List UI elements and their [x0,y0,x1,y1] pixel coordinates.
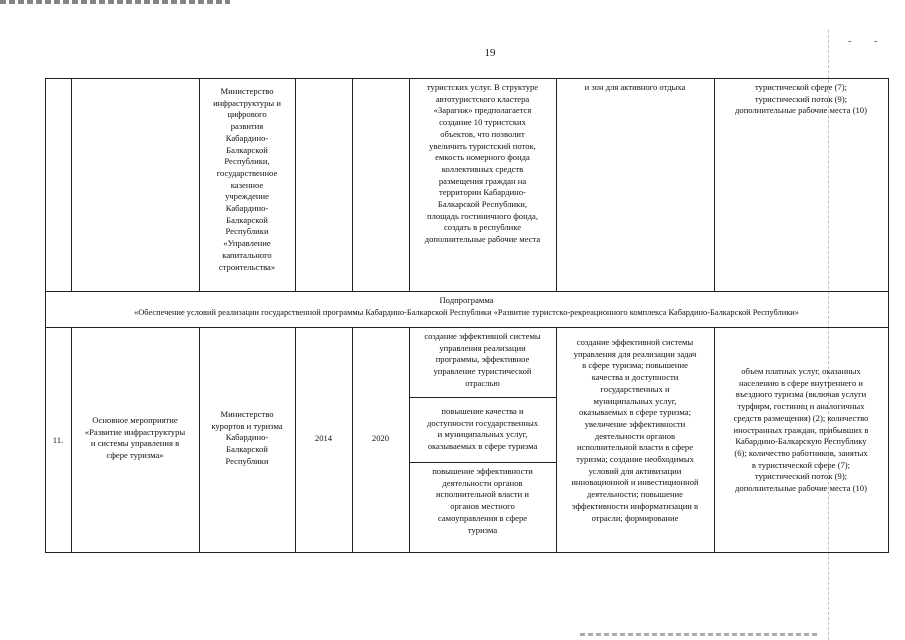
text-line: муниципальных услуг, [593,395,677,406]
text-line: развития [230,121,264,132]
page-number: 19 [484,47,496,59]
text-line: Кабардино- [225,432,269,443]
text-line: объектов, что позволит [440,128,525,139]
task-2 [409,406,556,453]
text-line: и системы управления в [90,438,180,449]
scan-artifact-bottom [580,633,820,636]
task-1 [409,331,556,390]
text-line: органов местного [450,501,515,512]
top-row-executor [199,86,295,273]
text-line: «Развитие инфраструктуры [84,426,186,437]
text-line: дополнительные рабочие места [424,234,541,245]
text-line: деятельности органов [442,477,523,488]
text-line: Балкарской [226,144,268,155]
text-line: и зон для активного отдыха [584,82,686,92]
text-line: государственных и [600,383,670,394]
text-line: Кабардино- [225,203,269,214]
text-line: исполнительной власти и [435,489,530,500]
text-line: программы, эффективное [435,354,530,365]
text-line: емкость номерного фонда [435,152,530,163]
activity-name [71,415,199,462]
text-line: оказываемых в сфере туризма; [578,407,691,418]
text-line: туристских услуг. В структуре [426,82,539,92]
text-line: Балкарской [226,214,268,225]
text-line: управления реализации [439,342,526,353]
text-line: учреждение [225,191,269,202]
text-line: деятельности органов [594,430,676,441]
text-line: создание 10 туристских [439,117,526,128]
text-line: отрасли; формирование [591,512,679,523]
text-line: иностранных граждан, прибывших в [733,424,869,435]
text-line: условий для активизации [588,465,682,476]
main-indicators [714,366,888,495]
text-line: управление туристической [433,366,532,377]
text-line: создать в республике [443,222,522,233]
text-line: Кабардино- [225,132,269,143]
text-line: «Зарагиж» предполагается [433,105,532,116]
text-line: туризма [467,524,498,535]
text-line: средств размещения) (2); количество [733,412,869,423]
scan-artifact-top [0,0,230,4]
top-row-description [409,82,556,246]
text-line: и муниципальных услуг, [437,429,528,440]
text-line: туристический поток (9); [754,93,848,104]
text-line: дополнительные рабочие места (10) [735,483,867,494]
text-line: управления для реализации задач [573,348,697,359]
text-line: дополнительные рабочие места (10) [735,105,867,116]
text-line: Основное мероприятие [92,415,178,425]
text-line: создание эффективной системы [576,337,694,347]
text-line: «Управление [223,238,271,249]
text-line: Республики [225,226,269,237]
text-line: объем платных услуг, оказанных [741,366,861,376]
text-line: качества и доступности [591,372,679,383]
text-line: самоуправления в сфере [437,512,528,523]
text-line: площадь гостиничного фонда, [426,210,539,221]
text-line: Министерство [220,86,274,96]
text-line: отраслью [465,377,500,388]
text-line: деятельности; повышение [587,489,683,500]
text-line: капитального [222,249,272,260]
text-line: Балкарской Республики, [437,199,528,210]
scan-marks: - - [848,36,888,47]
subprogram-text: «Обеспечение условий реализации государственной программы Кабардино-Балкарской Республики «Развитие туристско-рекреационного комплекса Кабардино-Балкарской Республики» [134,308,799,317]
text-line: увеличение эффективности [584,418,686,429]
text-line: турфирм, гостиниц и аналогичных [737,401,865,412]
text-line: инфраструктуры и [213,97,281,108]
text-line: повышение эффективности [432,466,533,476]
text-line: в туристической сфере (7); [751,459,851,470]
text-line: автотуристского кластера [435,93,530,104]
text-line: Кабардино-Балкарскую Республику [735,436,867,447]
program-table [45,78,888,553]
start-year: 2014 [314,433,333,443]
text-line: эффективности информатизации в [571,500,699,511]
text-line: туризма; создание необходимых [576,454,694,465]
text-line: казенное [230,179,264,190]
text-line: инновационной и инвестиционной [571,477,699,488]
text-line: в сфере туризма; повышение [582,360,688,371]
text-line: исполнительной власти в сфере [576,442,694,453]
text-line: курортов и туризма [211,420,283,431]
text-line: (6); количество работников, занятых [734,447,868,458]
row-number: 11. [52,435,64,445]
text-line: доступности государственных [426,417,539,428]
text-line: размещения граждан на [438,175,527,186]
text-line: Республики, [224,156,270,167]
subprogram-title: Подпрограмма [439,295,494,305]
task-3 [409,466,556,536]
text-line: увеличить туристский поток, [429,140,536,151]
main-result [556,337,714,524]
text-line: территории Кабардино- [439,187,526,198]
text-line: создание эффективной системы [424,331,541,341]
text-line: въездного туризма (включая услуги [735,389,867,400]
text-line: туристической сфере (7); [755,82,847,92]
text-line: населению в сфере внутреннего и [738,377,864,388]
text-line: Республики [225,455,269,466]
text-line: туристический поток (9); [754,471,848,482]
text-line: Балкарской [226,444,268,455]
text-line: оказываемых в сфере туризма [427,441,538,452]
text-line: повышение качества и [441,406,524,416]
text-line: государственное [216,167,278,178]
end-year: 2020 [371,433,390,443]
text-line: коллективных средств [441,163,524,174]
text-line: цифрового [227,109,267,120]
text-line: сфере туризма» [106,450,164,461]
main-executor [199,409,295,468]
text-line: Министерство [220,409,274,419]
top-row-result [556,82,714,94]
top-row-indicators [714,82,888,117]
text-line: строительства» [218,261,276,272]
